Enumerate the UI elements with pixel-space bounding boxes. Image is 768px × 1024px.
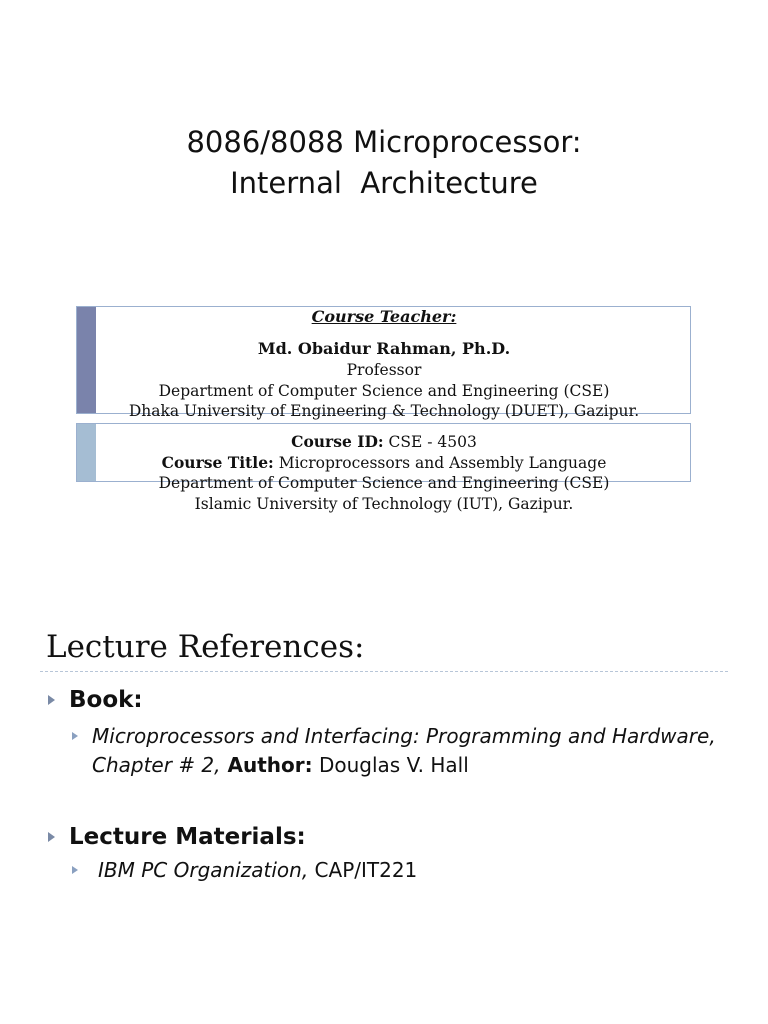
course-info (95, 432, 673, 514)
course-title-value: Microprocessors and Assembly Language (273, 453, 607, 472)
book-chapter-line (92, 751, 469, 780)
title-line-1: 8086/8088 Microprocessor: (186, 125, 582, 159)
book-bullet-icon (48, 695, 55, 705)
materials-item (98, 856, 417, 885)
materials-item-code: CAP/IT221 (308, 858, 418, 882)
materials-item-title: IBM PC Organization, (98, 858, 309, 882)
teacher-department: Department of Computer Science and Engineering (CSE) (158, 381, 610, 400)
teacher-info (95, 306, 673, 422)
lecture-materials-label: Lecture Materials: (69, 824, 306, 850)
book-title-text: Microprocessors and Interfacing: Programming and Hardware, (92, 724, 716, 748)
course-box-accent-bar (77, 424, 96, 481)
lecture-references-heading: Lecture References: (46, 629, 365, 665)
author-label: Author: (220, 753, 313, 777)
course-university: Islamic University of Technology (IUT), Gazipur. (194, 494, 574, 513)
slide-title (0, 122, 768, 204)
course-id-value: CSE - 4503 (383, 433, 477, 451)
book-title-bullet-icon (72, 732, 78, 740)
materials-bullet-icon (48, 832, 55, 842)
book-chapter: Chapter # 2, (92, 753, 221, 777)
teacher-position: Professor (346, 361, 422, 379)
teacher-box-accent-bar (77, 307, 96, 413)
course-id (95, 432, 673, 453)
author-name: Douglas V. Hall (312, 753, 469, 777)
course-title-label: Course Title: (161, 452, 274, 472)
course-department: Department of Computer Science and Engineering (CSE) (158, 474, 610, 492)
heading-divider (40, 671, 728, 672)
book-title (92, 722, 716, 751)
course-id-label: Course ID: (291, 432, 384, 451)
book-label: Book: (69, 687, 143, 713)
course-title (95, 453, 673, 474)
materials-item-bullet-icon (72, 866, 78, 874)
course-teacher-label: Course Teacher: (311, 307, 457, 326)
teacher-university: Dhaka University of Engineering & Technology (DUET), Gazipur. (128, 402, 640, 420)
title-line-2: Internal Architecture (230, 166, 538, 200)
teacher-name: Md. Obaidur Rahman, Ph.D. (257, 339, 511, 358)
